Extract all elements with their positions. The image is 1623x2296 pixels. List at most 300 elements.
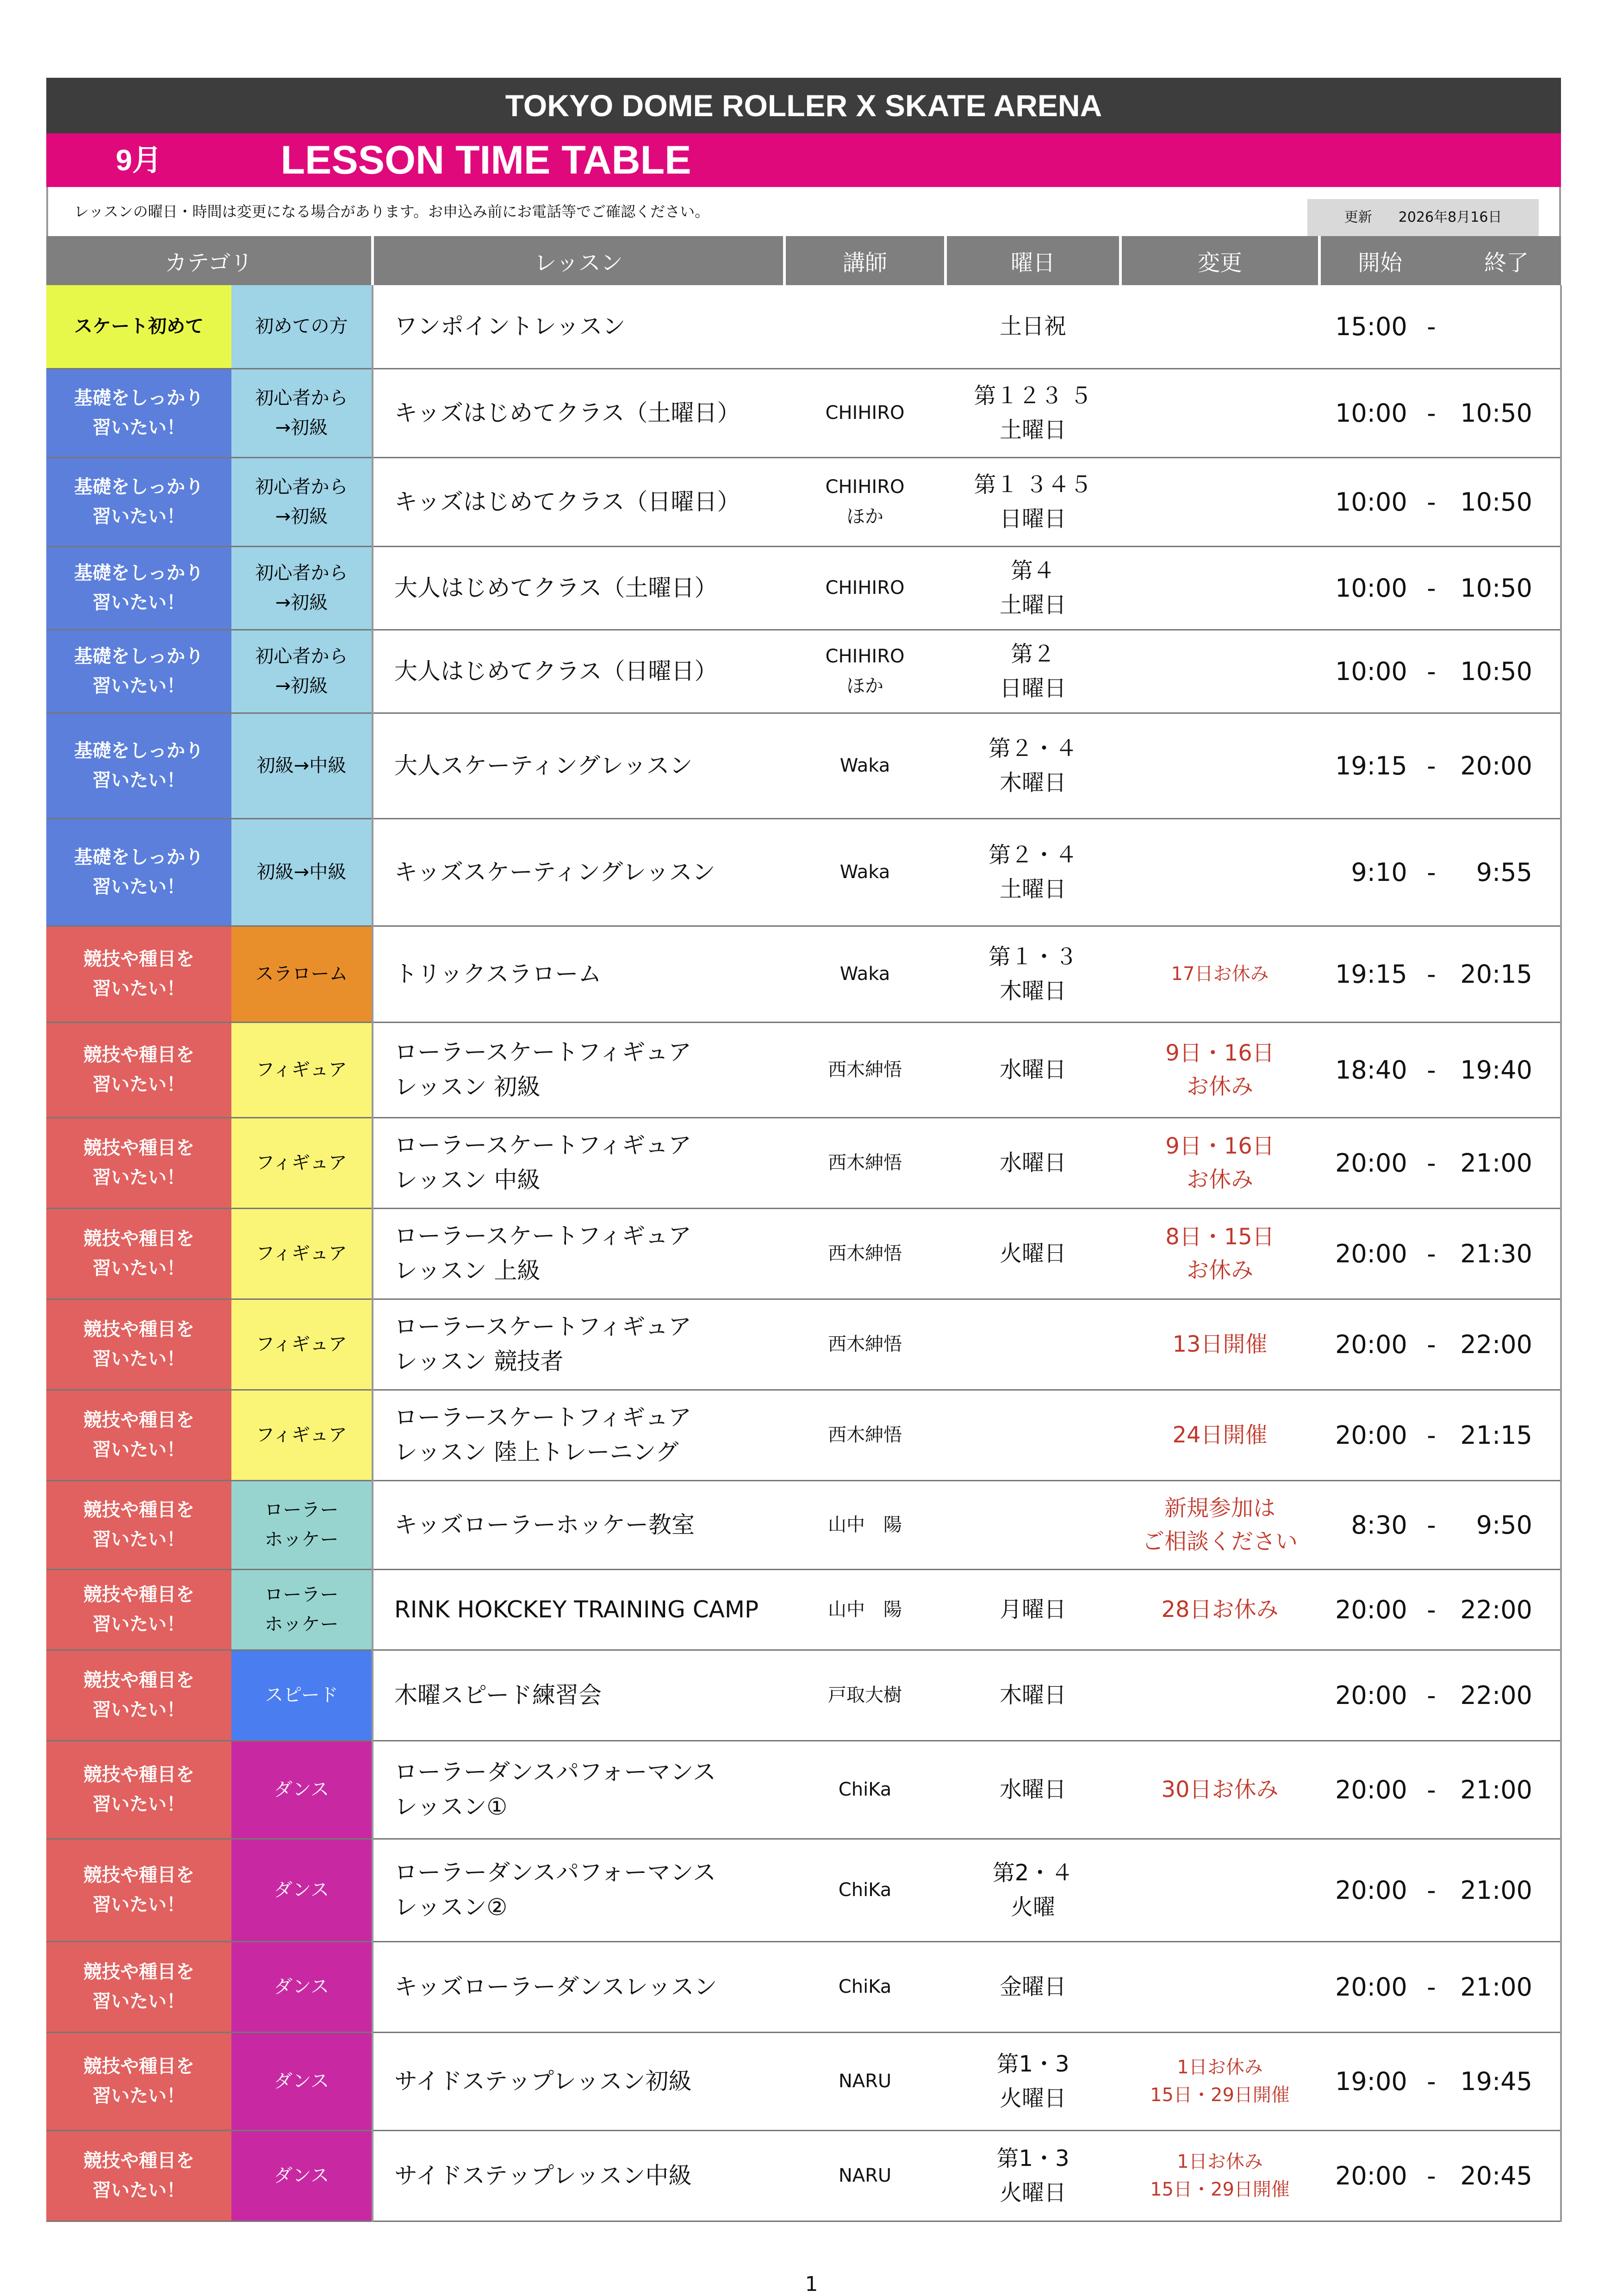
col-end: 終了 [1484,250,1529,276]
category-cell-text: 基礎をしっかり 習いたい！ [74,740,204,791]
start-time: 19:00 [1335,2066,1407,2096]
lesson-cell-text: ローラースケートフィギュア レッスン 中級 [394,1132,691,1193]
time-cell [1319,2130,1561,2221]
category-cell [46,818,231,926]
time-cell [1319,1117,1561,1208]
category-cell [46,1299,231,1390]
day-cell-text: 第１・３ 木曜日 [988,943,1077,1004]
day-cell [945,1208,1120,1299]
start-time: 20:00 [1335,1329,1407,1359]
subcategory-cell [231,368,373,457]
lesson-cell [373,926,784,1022]
lesson-cell-text: サイドステップレッスン初級 [394,2067,692,2095]
category-cell-text: 競技や種目を 習いたい！ [83,1228,194,1279]
category-cell-text: 競技や種目を 習いたい！ [83,1584,194,1635]
start-time: 20:00 [1335,1420,1407,1450]
teacher-cell-text: NARU [838,2165,892,2186]
time-dash: - [1427,1239,1436,1268]
day-cell [945,1022,1120,1117]
day-cell-text: 第1・3 火曜日 [996,2145,1070,2206]
lesson-cell-text: キッズローラーダンスレッスン [394,1973,717,2000]
lesson-cell-text: ローラースケートフィギュア レッスン 上級 [394,1223,691,1284]
end-time: 20:15 [1460,959,1533,989]
time-range [1319,399,1560,428]
time-dash: - [1427,2066,1436,2096]
category-cell [46,368,231,457]
table-row [46,1480,1561,1569]
time-dash: - [1427,751,1436,780]
category-cell-text: 基礎をしっかり 習いたい！ [74,387,204,438]
change-cell [1120,1839,1319,1941]
day-cell-text: 第２ 日曜日 [999,641,1066,701]
lesson-cell [373,1839,784,1941]
subcategory-cell [231,1390,373,1480]
time-range [1319,1330,1560,1359]
time-dash: - [1427,959,1436,989]
change-cell [1120,630,1319,713]
teacher-cell [784,1650,945,1741]
teacher-cell [784,1569,945,1650]
subcategory-cell [231,926,373,1022]
teacher-cell-text: Waka [839,755,890,776]
subcategory-cell-text: フィギュア [256,1152,347,1173]
teacher-cell-text: CHIHIRO ほか [825,476,905,527]
time-cell [1319,1741,1561,1839]
table-row [46,285,1561,368]
time-range [1319,751,1560,780]
category-cell [46,926,231,1022]
teacher-cell [784,1022,945,1117]
subcategory-cell-text: 初心者から →初級 [255,646,348,697]
subcategory-cell-text: スピード [265,1685,338,1706]
table-row [46,1941,1561,2032]
time-range [1319,312,1560,341]
col-teacher: 講師 [784,236,945,285]
end-time: 22:00 [1460,1680,1533,1710]
table-row [46,546,1561,630]
start-time: 19:15 [1335,751,1407,780]
category-cell [46,1022,231,1117]
col-day: 曜日 [945,236,1120,285]
lesson-cell-text: ローラースケートフィギュア レッスン 初級 [394,1039,691,1100]
lesson-cell [373,285,784,368]
start-time: 10:00 [1335,573,1407,603]
subcategory-cell-text: 初めての方 [255,316,348,337]
teacher-cell [784,713,945,818]
time-range [1319,2067,1560,2096]
subcategory-cell [231,457,373,546]
subcategory-cell [231,285,373,368]
change-cell-text: 24日開催 [1172,1422,1268,1448]
time-range [1319,1055,1560,1085]
col-category: カテゴリ [46,236,373,285]
change-cell [1120,457,1319,546]
subcategory-cell-text: フィギュア [256,1424,347,1446]
updated-box [1307,199,1539,236]
day-cell-text: 木曜日 [999,1682,1066,1708]
day-cell [945,368,1120,457]
subcategory-cell-text: 初級→中級 [256,755,347,776]
subcategory-cell-text: 初心者から →初級 [255,562,348,613]
subcategory-cell-text: 初級→中級 [256,861,347,883]
category-cell-text: 競技や種目を 習いたい！ [83,1764,194,1815]
change-cell [1120,1569,1319,1650]
category-cell [46,1390,231,1480]
day-cell [945,1480,1120,1569]
lesson-cell-text: 木曜スピード練習会 [394,1681,602,1709]
table-row [46,1741,1561,1839]
subcategory-cell-text: ダンス [274,1879,330,1901]
change-cell [1120,1117,1319,1208]
end-time: 21:00 [1460,1148,1533,1178]
day-cell-text: 第2・４ 火曜 [992,1859,1074,1920]
col-start: 開始 [1358,250,1403,276]
start-time: 10:00 [1335,656,1407,686]
end-time: 20:00 [1460,751,1533,780]
time-cell [1319,457,1561,546]
start-time: 8:30 [1351,1510,1407,1540]
change-cell-text: 17日お休み [1171,963,1269,985]
change-cell [1120,2130,1319,2221]
time-dash: - [1427,312,1436,341]
lesson-cell-text: 大人はじめてクラス（土曜日） [394,574,718,601]
table-row [46,457,1561,546]
subcategory-cell [231,1117,373,1208]
day-cell-text: 水曜日 [999,1056,1066,1083]
lesson-cell [373,1022,784,1117]
change-cell [1120,926,1319,1022]
end-time: 10:50 [1460,487,1533,517]
teacher-cell-text: 山中 陽 [828,1599,902,1620]
start-time: 20:00 [1335,1595,1407,1624]
change-cell [1120,1941,1319,2032]
day-cell [945,818,1120,926]
lesson-cell-text: ローラースケートフィギュア レッスン 陸上トレーニング [394,1404,691,1466]
teacher-cell-text: ChiKa [838,1879,892,1901]
change-cell [1120,1208,1319,1299]
category-cell-text: 競技や種目を 習いたい！ [83,1670,194,1721]
category-cell-text: 競技や種目を 習いたい！ [83,1044,194,1095]
time-cell [1319,1208,1561,1299]
end-time: 20:45 [1460,2161,1533,2190]
time-cell [1319,630,1561,713]
start-time: 20:00 [1335,1148,1407,1178]
time-cell [1319,1839,1561,1941]
end-time: 22:00 [1460,1595,1533,1624]
category-cell [46,546,231,630]
teacher-cell [784,2032,945,2130]
start-time: 19:15 [1335,959,1407,989]
category-cell [46,285,231,368]
change-cell [1120,546,1319,630]
time-dash: - [1427,1055,1436,1085]
page-title: LESSON TIME TABLE [280,138,691,182]
day-cell-text: 第1・3 火曜日 [996,2051,1070,2111]
category-cell [46,1941,231,2032]
end-time: 19:45 [1460,2066,1533,2096]
updated-label: 更新 [1344,209,1372,225]
month-banner [46,133,1561,187]
teacher-cell [784,457,945,546]
start-time: 20:00 [1335,1239,1407,1268]
teacher-cell-text: 西木紳悟 [828,1152,902,1173]
lesson-cell [373,1741,784,1839]
day-cell [945,1941,1120,2032]
teacher-cell [784,368,945,457]
start-time: 9:10 [1351,857,1407,887]
change-cell [1120,1650,1319,1741]
start-time: 20:00 [1335,1775,1407,1804]
day-cell [945,285,1120,368]
day-cell-text: 第４ 土曜日 [999,557,1066,618]
lesson-cell-text: ローラースケートフィギュア レッスン 競技者 [394,1313,691,1375]
time-dash: - [1427,656,1436,686]
teacher-cell [784,1299,945,1390]
change-cell-text: 1日お休み 15日・29日開催 [1150,2151,1290,2200]
time-cell [1319,1022,1561,1117]
category-cell-text: 競技や種目を 習いたい！ [83,948,194,999]
lesson-cell [373,1390,784,1480]
time-dash: - [1427,1329,1436,1359]
lesson-cell [373,630,784,713]
category-cell-text: 競技や種目を 習いたい！ [83,1961,194,2012]
subcategory-cell [231,713,373,818]
lesson-cell-text: キッズはじめてクラス（土曜日） [394,399,740,426]
time-dash: - [1427,398,1436,428]
time-cell [1319,1390,1561,1480]
teacher-cell-text: CHIHIRO [825,402,905,424]
category-cell [46,2032,231,2130]
start-time: 10:00 [1335,487,1407,517]
day-cell-text: 第２・４ 土曜日 [988,842,1077,902]
day-cell [945,1741,1120,1839]
day-cell [945,1117,1120,1208]
change-cell-text: 30日お休み [1161,1777,1279,1803]
day-cell [945,457,1120,546]
subcategory-cell-text: 初心者から →初級 [255,476,348,527]
subcategory-cell [231,2130,373,2221]
time-cell [1319,926,1561,1022]
updated-date: 2026年8月16日 [1398,209,1502,225]
category-cell-text: 基礎をしっかり 習いたい！ [74,476,204,527]
lesson-cell [373,1117,784,1208]
subcategory-cell-text: スラローム [255,963,348,985]
col-time [1319,236,1561,285]
category-cell [46,1839,231,1941]
category-cell [46,1650,231,1741]
change-cell-text: 9日・16日 お休み [1165,1133,1275,1192]
day-cell [945,546,1120,630]
teacher-cell-text: Waka [839,861,890,883]
change-cell-text: 1日お休み 15日・29日開催 [1150,2057,1290,2106]
teacher-cell-text: 西木紳悟 [828,1334,902,1355]
lesson-cell-text: キッズスケーティングレッスン [394,858,715,886]
day-cell [945,1299,1120,1390]
change-cell [1120,1390,1319,1480]
day-cell [945,1390,1120,1480]
category-cell [46,457,231,546]
lesson-cell-text: キッズはじめてクラス（日曜日） [394,488,740,515]
table-row [46,713,1561,818]
end-time: 10:50 [1460,398,1533,428]
table-row [46,1650,1561,1741]
teacher-cell-text: ChiKa [838,1976,892,1997]
lesson-cell [373,368,784,457]
change-cell-text: 8日・15日 お休み [1165,1224,1275,1283]
time-range [1319,1421,1560,1450]
change-cell-text: 新規参加は ご相談ください [1142,1495,1298,1554]
table-row [46,926,1561,1022]
teacher-cell [784,818,945,926]
lesson-cell-text: キッズローラーホッケー教室 [394,1511,695,1538]
start-time: 20:00 [1335,1875,1407,1905]
time-cell [1319,2032,1561,2130]
subcategory-cell [231,1941,373,2032]
end-time: 19:40 [1460,1055,1533,1085]
lesson-cell-text: ワンポイントレッスン [394,312,626,340]
time-range [1319,1595,1560,1624]
start-time: 15:00 [1335,312,1407,341]
lesson-table [46,236,1562,2222]
teacher-cell-text: 山中 陽 [828,1514,902,1535]
category-cell-text: 競技や種目を 習いたい！ [83,1137,194,1188]
lesson-cell [373,1208,784,1299]
teacher-cell [784,546,945,630]
day-cell [945,1569,1120,1650]
table-row [46,1117,1561,1208]
day-cell-text: 第１２３ ５ 土曜日 [974,382,1092,443]
day-cell [945,713,1120,818]
lesson-cell [373,1299,784,1390]
category-cell-text: スケート初めて [74,316,204,337]
table-row [46,1569,1561,1650]
teacher-cell-text: NARU [838,2071,892,2092]
day-cell [945,1839,1120,1941]
notice-text: レッスンの曜日・時間は変更になる場合があります。お申込み前にお電話等でご確認ください。 [74,203,710,220]
time-range [1319,1775,1560,1804]
arena-title: TOKYO DOME ROLLER X SKATE ARENA [46,78,1561,133]
subcategory-cell-text: ローラー ホッケー [264,1584,339,1635]
teacher-cell-text: CHIHIRO ほか [825,646,905,697]
end-time: 21:00 [1460,1875,1533,1905]
teacher-cell-text: 戸取大樹 [828,1685,902,1706]
day-cell-text: 金曜日 [999,1973,1066,2000]
time-dash: - [1427,1972,1436,2002]
time-cell [1319,546,1561,630]
subcategory-cell-text: フィギュア [256,1243,347,1264]
time-range [1319,574,1560,603]
lesson-cell [373,713,784,818]
time-dash: - [1427,857,1436,887]
table-row [46,1022,1561,1117]
time-cell [1319,713,1561,818]
change-cell [1120,818,1319,926]
teacher-cell [784,1480,945,1569]
start-time: 18:40 [1335,1055,1407,1085]
time-dash: - [1427,1148,1436,1178]
category-cell-text: 競技や種目を 習いたい！ [83,1865,194,1915]
day-cell [945,630,1120,713]
lesson-cell [373,1569,784,1650]
category-cell-text: 競技や種目を 習いたい！ [83,1499,194,1550]
subcategory-cell [231,1741,373,1839]
table-row [46,1839,1561,1941]
end-time: 9:55 [1476,857,1533,887]
subcategory-cell [231,1480,373,1569]
day-cell [945,2130,1120,2221]
category-cell [46,2130,231,2221]
month-label: 9月 [116,144,162,177]
time-dash: - [1427,1680,1436,1710]
time-cell [1319,1941,1561,2032]
notice-bar [46,187,1561,236]
time-dash: - [1427,1595,1436,1624]
time-range [1319,960,1560,989]
col-lesson: レッスン [373,236,784,285]
teacher-cell [784,926,945,1022]
lesson-cell [373,818,784,926]
teacher-cell [784,1839,945,1941]
time-range [1319,1239,1560,1268]
subcategory-cell [231,818,373,926]
teacher-cell [784,1208,945,1299]
table-row [46,1299,1561,1390]
teacher-cell [784,1941,945,2032]
change-cell [1120,713,1319,818]
day-cell-text: 水曜日 [999,1776,1066,1803]
time-cell [1319,1650,1561,1741]
day-cell-text: 月曜日 [999,1596,1066,1622]
subcategory-cell [231,1208,373,1299]
day-cell-text: 第２・４ 木曜日 [988,735,1077,796]
category-cell-text: 基礎をしっかり 習いたい！ [74,562,204,613]
time-range [1319,1148,1560,1178]
teacher-cell [784,1741,945,1839]
teacher-cell [784,2130,945,2221]
category-cell-text: 競技や種目を 習いたい！ [83,2056,194,2107]
lesson-cell-text: 大人はじめてクラス（日曜日） [394,657,718,685]
time-cell [1319,1299,1561,1390]
lesson-cell [373,1941,784,2032]
time-range [1319,2161,1560,2190]
time-dash: - [1427,487,1436,517]
time-cell [1319,285,1561,368]
lesson-cell-text: ローラーダンスパフォーマンス レッスン② [394,1859,716,1921]
subcategory-cell [231,1022,373,1117]
teacher-cell [784,285,945,368]
end-time: 22:00 [1460,1329,1533,1359]
change-cell [1120,368,1319,457]
end-time: 21:15 [1460,1420,1533,1450]
change-cell [1120,1480,1319,1569]
time-cell [1319,1480,1561,1569]
time-range [1319,657,1560,686]
day-cell-text: 土日祝 [999,313,1066,340]
subcategory-cell-text: 初心者から →初級 [255,387,348,438]
subcategory-cell-text: フィギュア [256,1059,347,1080]
time-range [1319,1876,1560,1905]
subcategory-cell-text: ローラー ホッケー [264,1499,339,1550]
lesson-cell [373,1480,784,1569]
col-change: 変更 [1120,236,1319,285]
change-cell-text: 13日開催 [1172,1331,1268,1357]
start-time: 20:00 [1335,2161,1407,2190]
subcategory-cell-text: ダンス [274,1976,330,1997]
subcategory-cell [231,1650,373,1741]
teacher-cell-text: 西木紳悟 [828,1243,902,1264]
category-cell [46,1480,231,1569]
end-time: 9:50 [1476,1510,1533,1540]
